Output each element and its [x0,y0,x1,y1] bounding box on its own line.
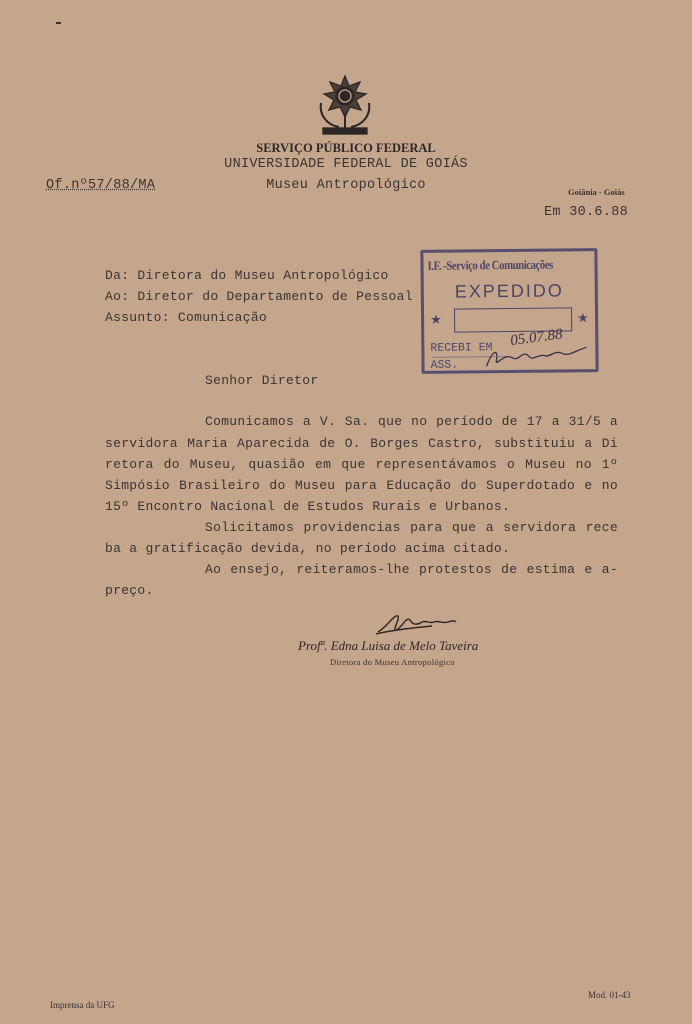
paragraph-line: Ao ensejo, reiteramos-lhe protestos de estima e a- [205,562,618,577]
form-number: Mod. 01-43 [588,990,631,1000]
dispatch-stamp [420,248,598,374]
place-label: Goiânia - Goiás [568,187,625,197]
to-line: Ao: Diretor do Departamento de Pessoal [105,289,413,304]
brazil-coat-of-arms-icon [313,73,377,139]
service-heading: SERVIÇO PÚBLICO FEDERAL [256,141,436,155]
salutation: Senhor Diretor [205,373,319,388]
signatory-name: Profª. Edna Luisa de Melo Taveira [298,638,479,653]
paragraph-line: ba a gratificação devida, no período acima citado. [105,541,511,556]
university-heading: UNIVERSIDADE FEDERAL DE GOIÁS [224,157,468,172]
paragraph-line: Simpósio Brasileiro do Museu para Educação do Superdotado e no [105,478,618,493]
star-icon: ★ [577,311,589,327]
paragraph-line: preço. [105,583,154,598]
stamp-signature-label: ASS. [430,358,459,372]
paper-mark [56,22,61,24]
letter-date: Em 30.6.88 [544,205,629,220]
star-icon: ★ [430,312,442,328]
printer-label: Imprensa da UFG [50,1000,115,1010]
office-reference: Of.nº57/88/MA [46,178,156,193]
handwritten-signature [372,608,458,638]
stamp-received-label: RECEBI EM [430,341,493,355]
stamp-received-date: 05.07.88 [509,326,564,350]
subject-line: Assunto: Comunicação [105,310,268,325]
paragraph-line: Comunicamos a V. Sa. que no período de 17 a 31/5 a [205,414,618,429]
paragraph-line: retora do Museu, quasião em que representávamos o Museu no 1º [105,457,618,472]
from-line: Da: Diretora do Museu Antropológico [105,268,389,283]
stamp-title: I.F. -Serviço de Comunicações [427,257,553,273]
stamp-signature [482,343,592,372]
signatory-title: Diretora do Museu Antropológico [330,657,455,667]
paragraph-line: Solicitamos providencias para que a servidora rece [205,520,618,535]
paragraph-line: servidora Maria Aparecida de O. Borges Castro, substituiu a Di [105,436,618,451]
department-heading: Museu Antropológico [266,178,426,193]
paragraph-line: 15º Encontro Nacional de Estudos Rurais e Urbanos. [105,499,511,514]
stamp-label: EXPEDIDO [454,280,564,302]
